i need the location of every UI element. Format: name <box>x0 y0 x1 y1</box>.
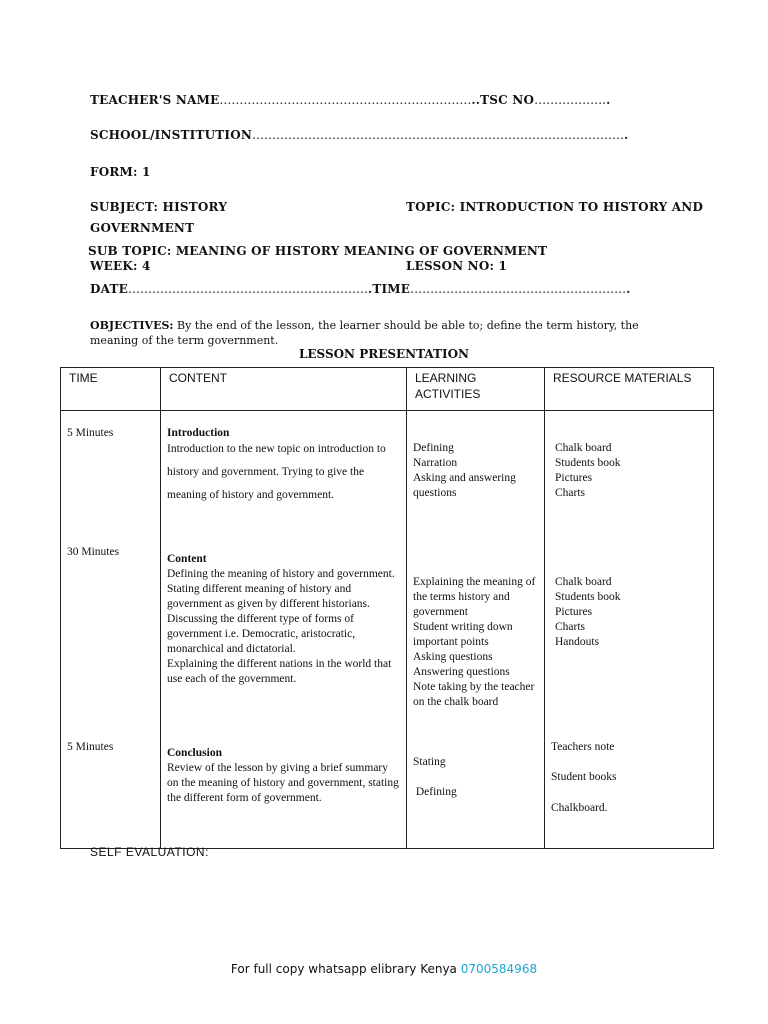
header-time: TIME <box>61 368 161 411</box>
resources-conclusion-chalkboard: Chalkboard. <box>551 802 608 814</box>
objectives-text: By the end of the lesson, the learner should be able to; define the term history, the meaning of the term government. <box>90 319 639 347</box>
footer-promo <box>0 962 768 976</box>
school-blank: ………………………………………………………………………………… <box>252 128 625 142</box>
resources-conclusion-notes: Teachers note <box>551 741 615 753</box>
school-label: SCHOOL/INSTITUTION <box>90 128 253 142</box>
lesson-presentation-title: LESSON PRESENTATION <box>298 347 470 361</box>
lesson-no-label: LESSON NO: 1 <box>406 259 508 273</box>
table-row <box>61 411 714 849</box>
activities-intro: Defining Narration Asking and answering questions <box>413 442 516 499</box>
activities-content: Explaining the meaning of the terms history and government Student writing down important points Asking questions Answering questions Note taking by the teacher on the chalk board <box>413 576 536 708</box>
content-conclusion-title: Conclusion <box>167 747 222 759</box>
date-label: DATE <box>90 282 128 296</box>
teacher-name-line: TEACHER'S NAME………………………………………………………..TSC NO………………. <box>90 93 611 107</box>
time-conclusion: 5 Minutes <box>67 741 114 753</box>
resources-content: Chalk board Students book Pictures Charts Handouts <box>555 576 621 648</box>
footer-text: For full copy whatsapp elibrary Kenya <box>230 962 461 976</box>
teacher-name-blank: ……………………………………………………… <box>219 93 472 107</box>
time-blank: ……………………………………………… <box>410 282 627 296</box>
content-cell <box>161 411 407 849</box>
subject-label: SUBJECT: HISTORY <box>90 200 228 214</box>
time-content: 30 Minutes <box>67 546 120 558</box>
lesson-table <box>60 367 714 849</box>
table-header-row <box>61 368 714 411</box>
time-intro: 5 Minutes <box>67 427 114 439</box>
activities-conclusion-defining: Defining <box>413 786 457 798</box>
date-blank: …………………………………………………… <box>127 282 368 296</box>
resources-intro: Chalk board Students book Pictures Charts <box>555 442 621 499</box>
week-label: WEEK: 4 <box>90 259 151 273</box>
form-label: FORM: 1 <box>90 165 151 179</box>
content-main-title: Content <box>167 553 207 565</box>
objectives-label: OBJECTIVES: <box>90 319 174 332</box>
header-learning-activities: LEARNING ACTIVITIES <box>407 368 545 411</box>
activities-conclusion-stating: Stating <box>413 756 446 768</box>
tsc-no-label: ..TSC NO <box>471 93 535 107</box>
objectives <box>90 318 680 348</box>
self-evaluation-label: SELF EVALUATION: <box>90 845 209 859</box>
header-resource-materials: RESOURCE MATERIALS <box>545 368 714 411</box>
tsc-no-blank: ……………… <box>534 93 607 107</box>
footer-phone-link[interactable]: 0700584968 <box>460 962 538 976</box>
content-intro-title: Introduction <box>167 427 230 439</box>
time-label: .TIME <box>367 282 411 296</box>
teacher-name-label: TEACHER'S NAME <box>90 93 220 107</box>
time-cell <box>61 411 161 849</box>
school-line: SCHOOL/INSTITUTION…………………………………………………………………………………. <box>90 128 629 142</box>
date-time-line: DATE…………………………………………………….TIME………………………………………………. <box>90 282 631 296</box>
resources-cell <box>545 411 714 849</box>
content-intro-body: Introduction to the new topic on introduction to history and government. Trying to give the meaning of history and government. <box>167 443 386 501</box>
topic-label-line1: TOPIC: INTRODUCTION TO HISTORY AND <box>406 200 704 214</box>
subtopic-label: SUB TOPIC: MEANING OF HISTORY MEANING OF GOVERNMENT <box>88 244 548 258</box>
topic-label-line2: GOVERNMENT <box>90 221 195 235</box>
content-conclusion-body: Review of the lesson by giving a brief summary on the meaning of history and government, stating the different form of government. <box>167 762 399 804</box>
header-content: CONTENT <box>161 368 407 411</box>
content-main-body: Defining the meaning of history and government. Stating different meaning of history and government as given by different historians. Discussing the different type of forms of government i.e. Democratic, aristocratic, monarchical and dictatorial. Explaining the different nations in the world that use each of the government. <box>167 568 395 685</box>
activities-cell <box>407 411 545 849</box>
resources-conclusion-books: Student books <box>551 771 617 783</box>
